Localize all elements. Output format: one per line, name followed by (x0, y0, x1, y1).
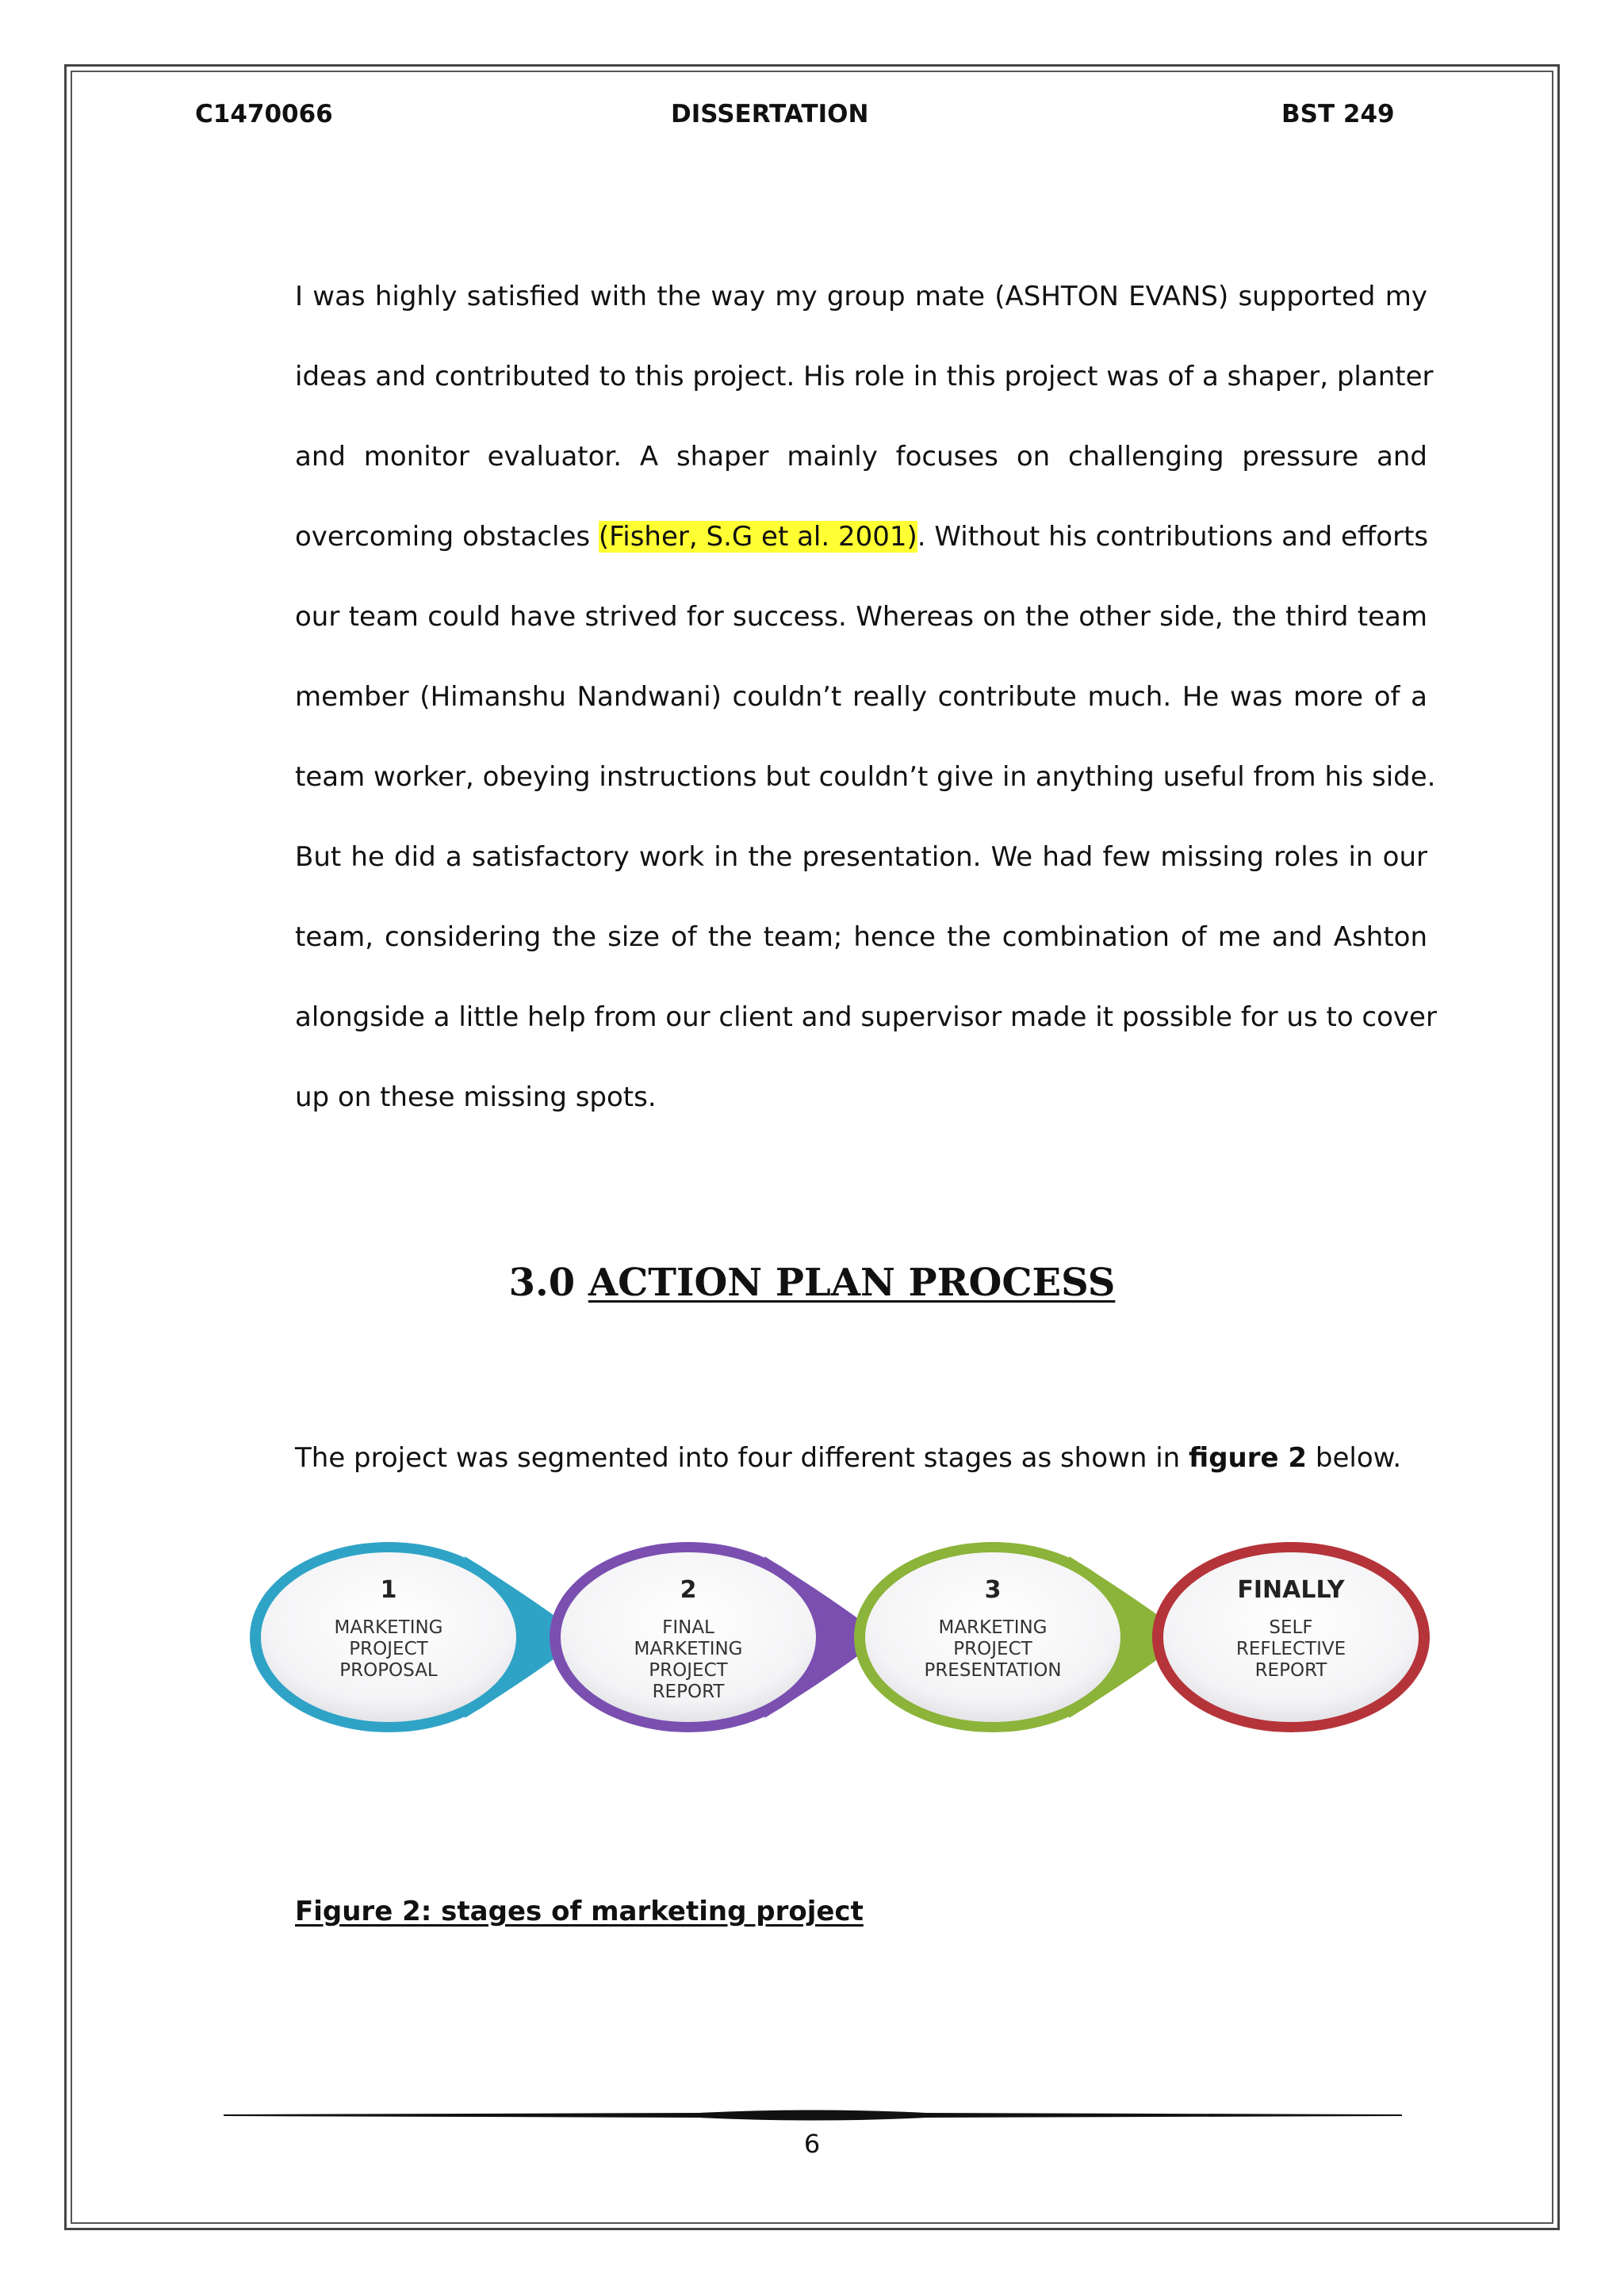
stage-label-line: PROJECT (649, 1660, 728, 1681)
paragraph-line: and monitor evaluator. A shaper mainly focuses on challenging pressure and (295, 441, 1427, 473)
paragraph-line-start: overcoming obstacles (295, 521, 599, 553)
intro-sentence (295, 1438, 1401, 1478)
stage-number: 3 (984, 1576, 1002, 1604)
section-heading (0, 1259, 1624, 1307)
paragraph-line: But he did a satisfactory work in the presentation. We had few missing roles in our (295, 841, 1427, 873)
paragraph-line: ideas and contributed to this project. His role in this project was of a shaper, planter (295, 361, 1434, 392)
stage-1 (250, 1542, 583, 1732)
stage-number: FINALLY (1237, 1576, 1345, 1604)
paragraph-line: our team could have strived for success. Whereas on the other side, the third team (295, 601, 1427, 633)
paragraph-line: team worker, obeying instructions but couldn’t give in anything useful from his side. (295, 761, 1436, 793)
figure-reference: figure 2 (1189, 1442, 1308, 1474)
stage-label-line: PROPOSAL (339, 1660, 438, 1681)
section-number: 3.0 (508, 1261, 576, 1305)
page-number: 6 (803, 2129, 821, 2159)
header-course-code: BST 249 (1281, 100, 1395, 128)
paragraph-line: up on these missing spots. (295, 1081, 657, 1113)
highlighted-citation: (Fisher, S.G et al. 2001) (598, 521, 917, 553)
stage-2 (550, 1542, 883, 1732)
stage-label-line: MARKETING (938, 1617, 1048, 1638)
paragraph-line-end: . Without his contributions and efforts (917, 521, 1429, 553)
stage-label-line: MARKETING (334, 1617, 443, 1638)
stage-label-line: PROJECT (953, 1639, 1032, 1659)
stage-number: 2 (680, 1576, 697, 1604)
stage-3 (854, 1542, 1187, 1732)
stage-label-line: SELF (1269, 1617, 1313, 1638)
stage-label-line: REPORT (1254, 1660, 1327, 1681)
stage-label-line: REPORT (652, 1682, 725, 1702)
paragraph-line: member (Himanshu Nandwani) couldn’t really contribute much. He was more of a (295, 681, 1427, 713)
paragraph-line: alongside a little help from our client and supervisor made it possible for us to cover (295, 1001, 1437, 1033)
stages-figure (238, 1522, 1451, 1752)
stage-label-line: FINAL (662, 1617, 714, 1638)
paragraph-line: team, considering the size of the team; hence the combination of me and Ashton (295, 921, 1427, 953)
header-student-id: C1470066 (195, 100, 333, 128)
intro-text-after: below. (1307, 1442, 1402, 1474)
stage-number: 1 (380, 1576, 397, 1604)
figure-caption: Figure 2: stages of marketing project (295, 1896, 864, 1927)
paragraph-line: I was highly satisfied with the way my group mate (ASHTON EVANS) supported my (295, 281, 1427, 312)
body-paragraph (295, 257, 1437, 1138)
header-title: DISSERTATION (671, 100, 869, 128)
stage-label-line: PROJECT (349, 1639, 428, 1659)
intro-text-before: The project was segmented into four different stages as shown in (295, 1442, 1189, 1474)
paragraph-line-with-citation (295, 497, 1427, 577)
stage-label-line: PRESENTATION (924, 1660, 1062, 1681)
stage-label-line: REFLECTIVE (1235, 1639, 1346, 1659)
stage-4 (1152, 1542, 1430, 1732)
footer-rule (224, 2109, 1402, 2122)
stage-label-line: MARKETING (634, 1639, 743, 1659)
section-title: ACTION PLAN PROCESS (588, 1261, 1116, 1305)
